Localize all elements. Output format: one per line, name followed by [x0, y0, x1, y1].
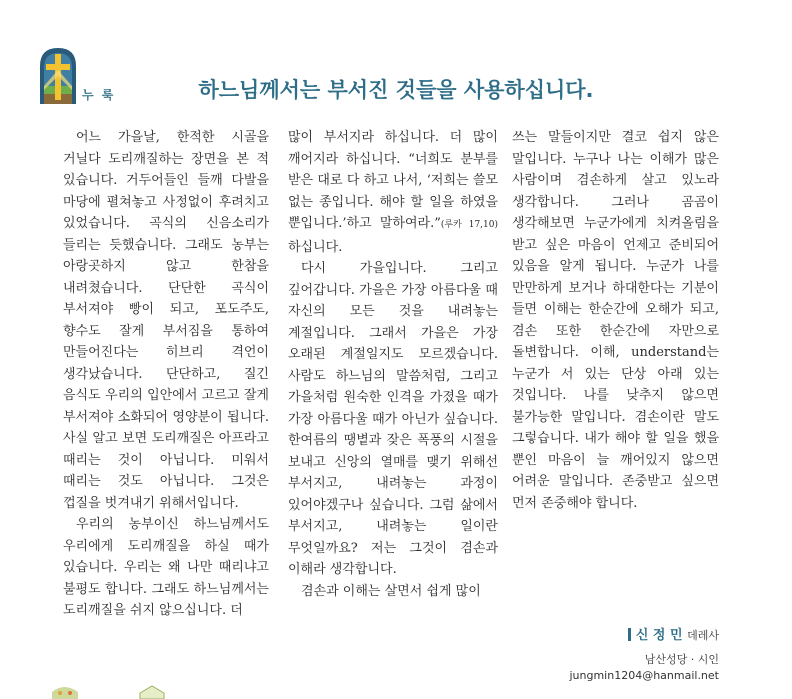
article-column-1: [63, 127, 269, 622]
paragraph: 어느 가을날, 한적한 시골을 거닐다 도리깨질하는 장면을 본 적 있습니다. 거두어들인 들깨 다발을 마당에 펼쳐놓고 사정없이 후려치고 있었습니다. 곡식의 신음소리가 들리는 듯했습니다. 그래도 농부는 아랑곳하지 않고 한참을 내려쳤습니다. 단단한 곡식이 부서져야 빵이 되고, 포도주도, 향수도 잘게 부서짐을 통하여 만들어진다는 히브리 격언이 생각났습니다. 단단하고, 질긴 음식도 우리의 입안에서 고르고 잘게 부서져야 소화되어 영양분이 됩니다. 사실 알고 보면 도리깨질은 아프라고 때리는 것이 아닙니다. 미워서 때리는 것도 아닙니다. 그것은 껍질을 벗겨내기 위해서입니다.: [63, 130, 269, 511]
page-header: [0, 0, 792, 120]
paragraph: 겸손과 이해는 살면서 쉽게 많이: [301, 583, 481, 599]
author-baptismal-name: 데레사: [687, 629, 719, 642]
section-label: 누 룩: [82, 88, 116, 102]
paragraph-text: 많이 부서지라 하십니다. 더 많이 깨어지라 하십니다. “너희도 분부를 받은 대로 다 하고 나서, ‘저희는 쓸모 없는 종입니다. 해야 할 일을 하였을 뿐입니다.’하고 말하여라.”: [288, 130, 498, 231]
paragraph-text: 하십니다.: [288, 239, 343, 255]
author-name: 신 정 민: [635, 628, 683, 643]
author-affiliation: 남산성당 · 시인: [644, 653, 719, 666]
article-column-3: [512, 127, 719, 514]
paragraph: [288, 127, 498, 258]
article-title: 하느님께서는 부서진 것들을 사용하십니다.: [198, 78, 594, 102]
paragraph: 쓰는 말들이지만 결코 쉽지 않은 말입니다. 누구나 나는 이해가 많은 사람이며 겸손하게 살고 있노라 생각합니다. 그러나 곰곰이 생각해보면 누군가에게 치켜올림을 받고 싶은 마음이 언제고 준비되어 있음을 알게 됩니다. 누군가 나를 만만하게 보거나 하대한다는 기분이 들면 이해는 한순간에 오해가 되고, 겸손 또한 한순간에 자만으로 돌변합니다. 이해, understand는 누군가 서 있는 단상 아래 있는 것입니다. 나를 낮추지 않으면 불가능한 말입니다. 겸손이란 말도 그렇습니다. 내가 해야 할 일을 했을 뿐인 마음이 늘 깨어있지 않으면 어려운 말입니다. 존중받고 싶으면 먼저 존중해야 합니다.: [512, 130, 719, 511]
decorative-house-icons: [50, 684, 200, 699]
paragraph: 우리의 농부이신 하느님께서도 우리에게 도리깨질을 하실 때가 있습니다. 우리는 왜 나만 때리냐고 불평도 합니다. 그래도 하느님께서는 도리깨질을 쉬지 않으십니다. 더: [63, 517, 269, 618]
article-column-2: [288, 127, 498, 602]
author-email: jungmin1204@hanmail.net: [569, 669, 719, 682]
author-signature: [569, 624, 719, 682]
bible-reference: (루카 17,10): [440, 220, 498, 230]
paragraph: 다시 가을입니다. 그리고 깊어갑니다. 가을은 가장 아름다울 때 자신의 모든 것을 내려놓는 계절입니다. 그래서 가을은 가장 오래된 계절일지도 모르겠습니다. 사람도 하느님의 말씀처럼, 그리고 가을처럼 원숙한 인격을 가졌을 때가 가장 아름다울 때가 아닌가 싶습니다. 한여름의 땡볕과 잦은 폭풍의 시절을 보내고 신앙의 열매를 맺기 위해선 부서지고, 내려놓는 과정이 있어야겠구나 싶습니다. 그럼 삶에서 부서지고, 내려놓는 일이란 무엇일까요? 저는 그것이 겸손과 이해라 생각합니다.: [288, 261, 498, 577]
accent-bar: [628, 628, 631, 641]
